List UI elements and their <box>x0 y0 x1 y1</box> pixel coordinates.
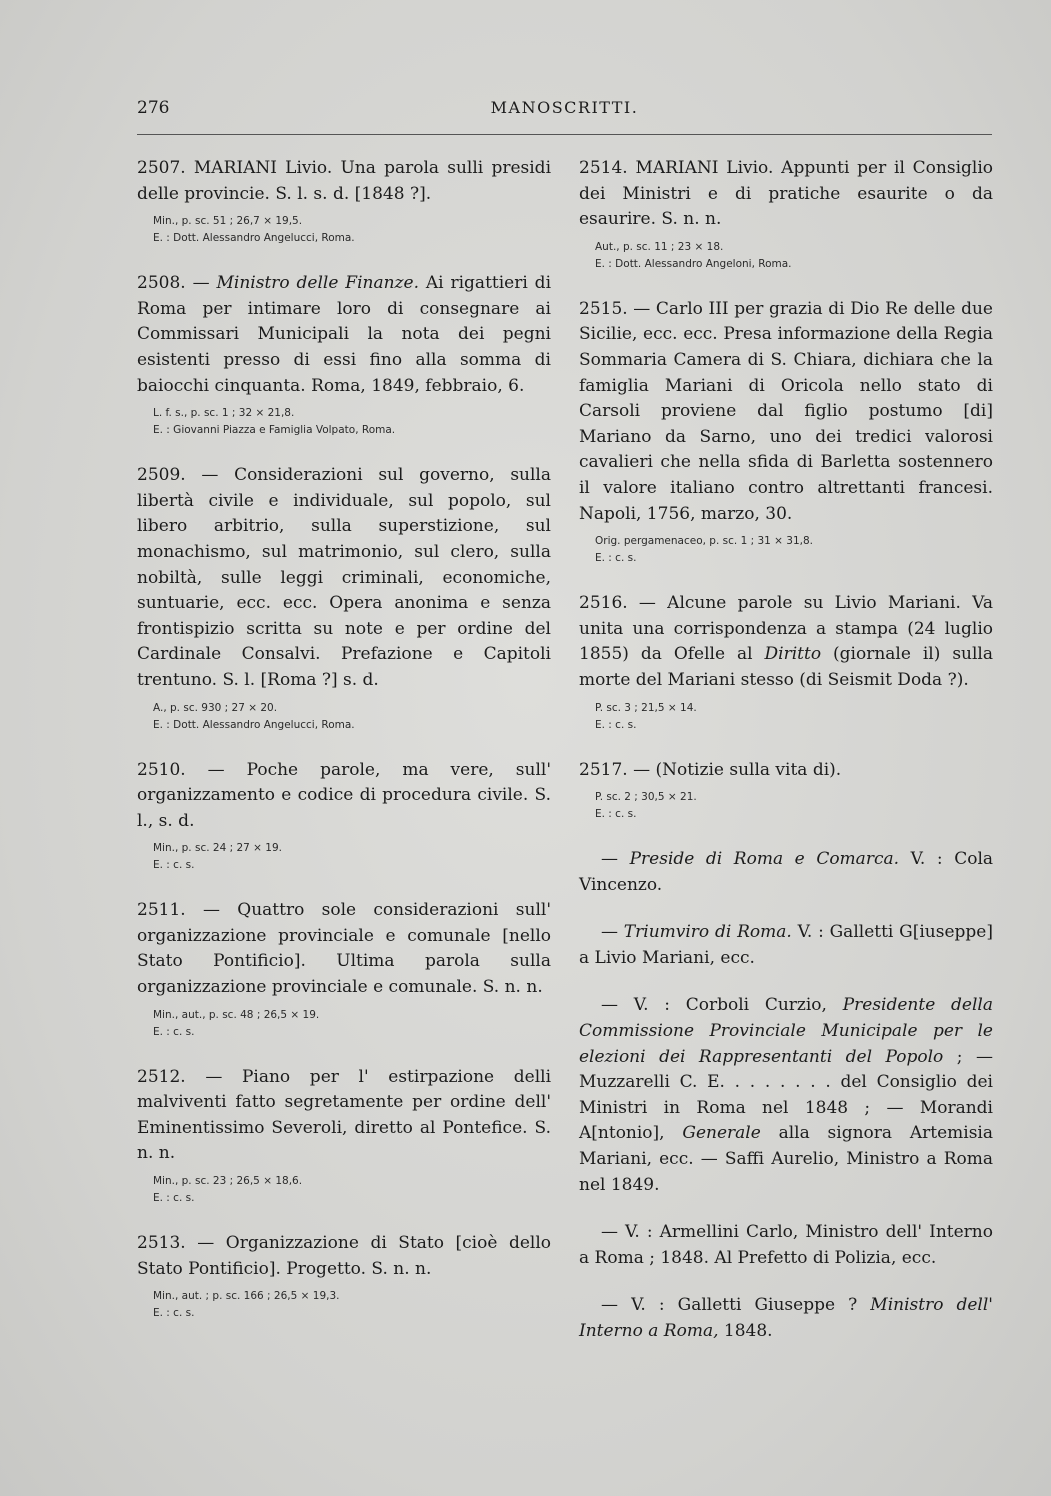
entry-text: 2512. — Piano per l' estirpazione delli malviventi fatto segretamente per ordine dell' Eminentissimo Severoli, diretto al Pontefice. S. n. n. <box>137 1066 552 1164</box>
entry-meta: Min., p. sc. 24 ; 27 × 19. E. : c. s. <box>153 842 283 872</box>
cross-reference: — V. : Galletti Giuseppe ? Ministro dell' Interno a Roma, 1848. <box>579 1295 993 1341</box>
header-rule <box>137 134 992 135</box>
entry-meta: P. sc. 2 ; 30,5 × 21. E. : c. s. <box>595 791 697 821</box>
entry-text: 2508. — Ministro delle Finanze. Ai rigattieri di Roma per intimare loro di consegnare ai Commissari Municipali la nota dei pegni esistenti presso di essi fino alla somma di baiocchi cinquanta. Roma, 1849, febbraio, 6. <box>137 273 552 396</box>
catalog-entry <box>137 463 551 733</box>
entry-text: 2507. MARIANI Livio. Una parola sulli presidi delle provincie. S. l. s. d. [1848 ?]. <box>137 158 552 204</box>
entry-text: 2509. — Considerazioni sul governo, sulla libertà civile e individuale, sul popolo, sul libero arbitrio, sulla superstizione, sul monachismo, sul matrimonio, sul clero, sulla nobiltà, sulle leggi criminali, economiche, suntuarie, ecc. ecc. Opera anonima e senza frontispizio scritta su note e per ordine del Cardinale Consalvi. Prefazione e Capitoli trentuno. S. l. [Roma ?] s. d. <box>137 465 551 690</box>
entry-meta: A., p. sc. 930 ; 27 × 20. E. : Dott. Alessandro Angelucci, Roma. <box>153 701 355 731</box>
entry-text: 2517. — (Notizie sulla vita di). <box>579 759 842 780</box>
cross-reference: — V. : Armellini Carlo, Ministro dell' Interno a Roma ; 1848. Al Prefetto di Polizia, ecc. <box>579 1222 993 1268</box>
entry-number: 2516. <box>579 593 628 614</box>
entry-meta: Min., aut., p. sc. 48 ; 26,5 × 19. E. : c. s. <box>153 1008 320 1038</box>
catalog-entry <box>137 758 551 875</box>
entry-meta: Min., aut. ; p. sc. 166 ; 26,5 × 19,3. E. : c. s. <box>153 1290 340 1320</box>
entry-number: 2511. <box>137 900 186 921</box>
entry-text: 2513. — Organizzazione di Stato [cioè dello Stato Pontificio]. Progetto. S. n. n. <box>137 1233 552 1279</box>
entry-number: 2507. <box>137 158 186 178</box>
entry-text: 2511. — Quattro sole considerazioni sull' organizzazione provinciale e comunale [nello Stato Pontificio]. Ultima parola sulla organizzazione provinciale e comunale. S. n. n. <box>137 900 552 998</box>
catalog-entry <box>137 1231 551 1322</box>
entry-text: 2510. — Poche parole, ma vere, sull' organizzamento e codice di procedura civile. S. l., s. d. <box>137 759 551 831</box>
entry-meta: Min., p. sc. 23 ; 26,5 × 18,6. E. : c. s. <box>153 1175 303 1205</box>
entry-text: 2514. MARIANI Livio. Appunti per il Consiglio dei Ministri e di pratiche esaurite o da esaurire. S. n. n. <box>579 158 994 230</box>
catalog-entry <box>579 591 993 733</box>
catalog-entry <box>137 156 551 247</box>
entry-number: 2508. <box>137 273 186 294</box>
cross-reference: — Triumviro di Roma. V. : Galletti G[iuseppe] a Livio Mariani, ecc. <box>579 922 993 968</box>
entry-number: 2515. <box>579 298 628 319</box>
entry-meta: Aut., p. sc. 11 ; 23 × 18. E. : Dott. Alessandro Angeloni, Roma. <box>595 240 792 270</box>
catalog-entry <box>579 156 993 273</box>
entry-text: 2515. — Carlo III per grazia di Dio Re delle due Sicilie, ecc. ecc. Presa informazione della Regia Sommaria Camera di S. Chiara, dichiara che la famiglia Mariani di Oricola nello stato di Carsoli proviene dal figlio postumo [di] Mariano da Sarno, uno dei tredici valorosi cavalieri che nella sfida di Barletta sostennero il valore italiano contro altrettanti francesi. Napoli, 1756, marzo, 30. <box>579 298 993 524</box>
entry-text: 2516. — Alcune parole su Livio Mariani. Va unita una corrispondenza a stampa (24 luglio 1855) da Ofelle al Diritto (giornale il) sulla morte del Mariani stesso (di Seismit Doda ?). <box>579 593 994 690</box>
page-number: 276 <box>137 98 170 118</box>
cross-reference: — V. : Corboli Curzio, Presidente della Commissione Provinciale Municipale per le elezioni dei Rappresentanti del Popolo ; — Muzzarelli C. E. . . . . . . . del Consiglio dei Ministri in Roma nel 1848 ; — Morandi A[ntonio], Generale alla signora Artemisia Mariani, ecc. — Saffi Aurelio, Ministro a Roma nel 1849. <box>579 995 993 1195</box>
catalog-entry <box>579 297 993 567</box>
page-header <box>137 98 992 128</box>
entry-number: 2514. <box>579 158 628 178</box>
entry-number: 2509. <box>137 465 186 486</box>
entry-number: 2517. <box>579 759 628 780</box>
entry-number: 2512. <box>137 1066 186 1087</box>
cross-reference: — Preside di Roma e Comarca. V. : Cola Vincenzo. <box>579 849 994 895</box>
entry-number: 2510. <box>137 759 186 780</box>
catalog-entry <box>137 271 551 439</box>
running-title: MANOSCRITTI. <box>490 98 639 117</box>
catalog-entry <box>137 1065 551 1207</box>
catalog-entry <box>137 898 551 1040</box>
entry-meta: L. f. s., p. sc. 1 ; 32 × 21,8. E. : Giovanni Piazza e Famiglia Volpato, Roma. <box>153 407 396 437</box>
entry-meta: Min., p. sc. 51 ; 26,7 × 19,5. E. : Dott. Alessandro Angelucci, Roma. <box>153 215 355 245</box>
entry-number: 2513. <box>137 1233 186 1254</box>
entry-meta: P. sc. 3 ; 21,5 × 14. E. : c. s. <box>595 701 697 731</box>
entry-meta: Orig. pergamenaceo, p. sc. 1 ; 31 × 31,8. E. : c. s. <box>595 535 814 565</box>
catalog-entry <box>579 758 993 824</box>
left-column <box>137 156 551 1346</box>
right-column <box>579 156 993 1367</box>
